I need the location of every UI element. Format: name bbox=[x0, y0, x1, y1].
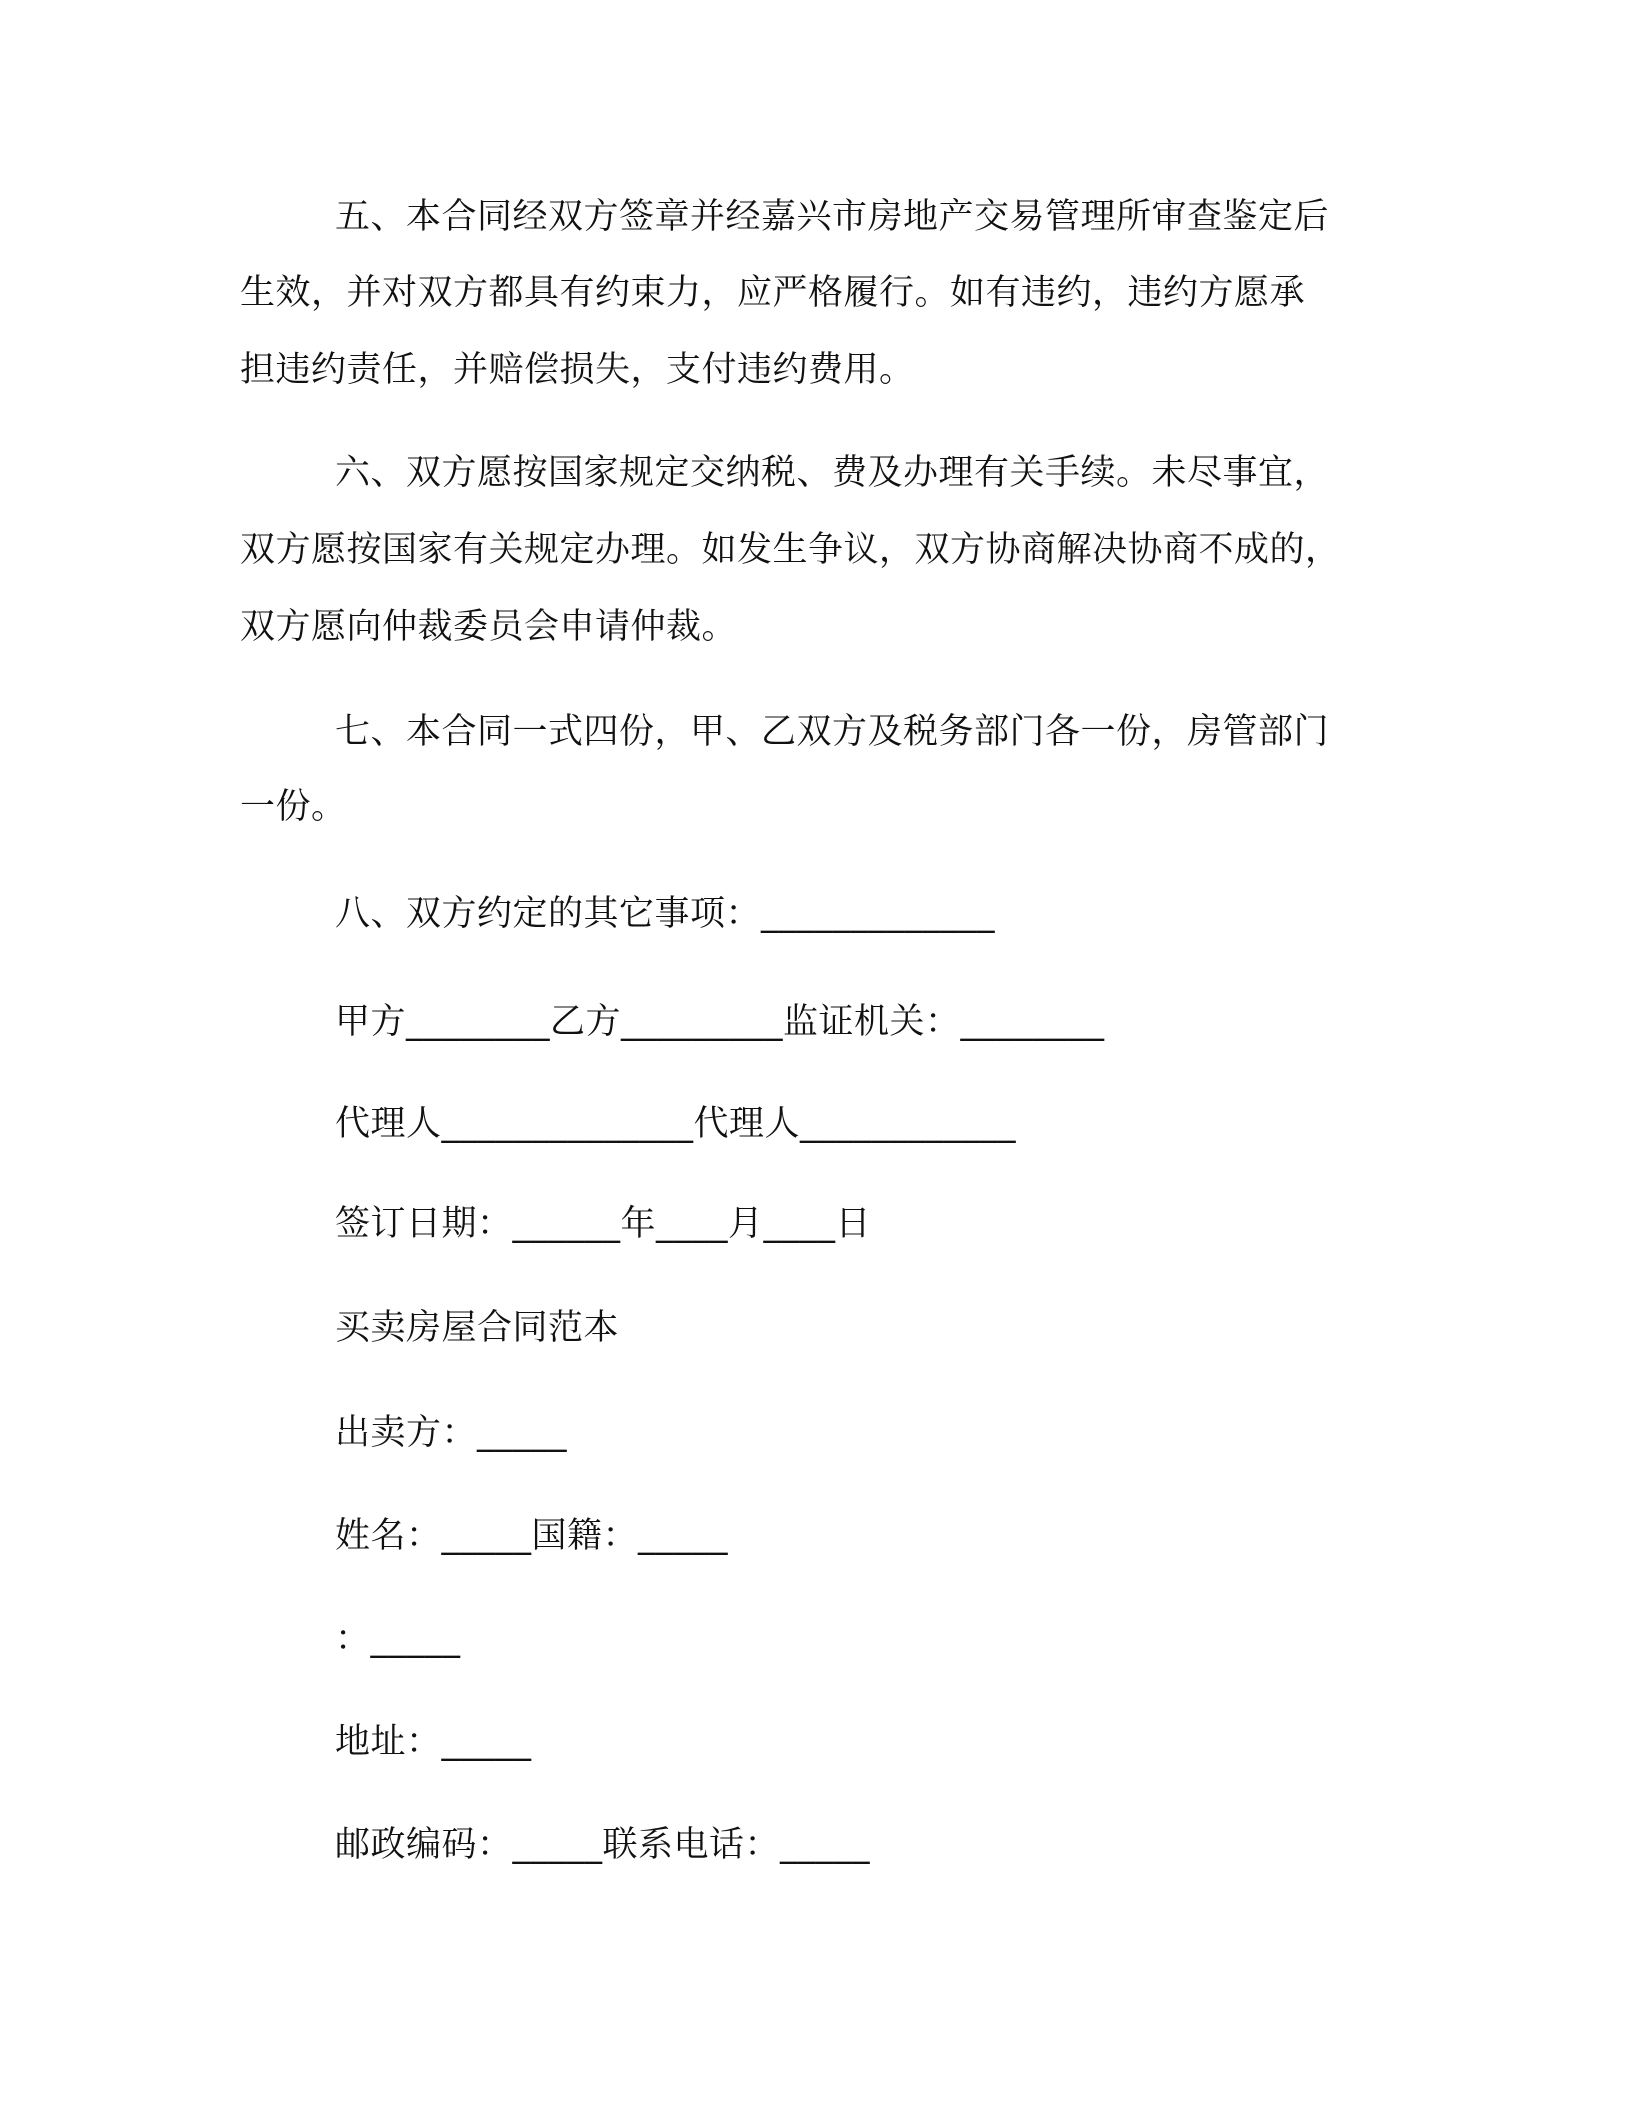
clause-5-line-3: 担违约责任，并赔偿损失，支付违约费用。 bbox=[240, 350, 915, 390]
clause-7-line-1: 七、本合同一式四份，甲、乙双方及税务部门各一份，房管部门 bbox=[335, 712, 1330, 752]
signature-parties: 甲方________乙方_________监证机关：________ bbox=[335, 1002, 1105, 1042]
template-title: 买卖房屋合同范本 bbox=[335, 1308, 620, 1348]
signing-date: 签订日期：______年____月____日 bbox=[335, 1204, 872, 1244]
clause-8: 八、双方约定的其它事项：_____________ bbox=[335, 894, 996, 934]
clause-7-line-2: 一份。 bbox=[240, 787, 347, 827]
seller-field: 出卖方：_____ bbox=[335, 1413, 568, 1453]
clause-6-line-2: 双方愿按国家有关规定办理。如发生争议，双方协商解决协商不成的， bbox=[240, 530, 1341, 570]
clause-6-line-3: 双方愿向仲裁委员会申请仲裁。 bbox=[240, 607, 738, 647]
clause-5-line-1: 五、本合同经双方签章并经嘉兴市房地产交易管理所审查鉴定后 bbox=[335, 197, 1330, 237]
clause-6-line-1: 六、双方愿按国家规定交纳税、费及办理有关手续。未尽事宜， bbox=[335, 453, 1330, 493]
name-nationality-field: 姓名：_____国籍：_____ bbox=[335, 1516, 729, 1556]
signature-agents: 代理人______________代理人____________ bbox=[335, 1104, 1017, 1144]
id-field: ：_____ bbox=[335, 1619, 461, 1659]
postal-phone-field: 邮政编码：_____联系电话：_____ bbox=[335, 1825, 871, 1865]
address-field: 地址：_____ bbox=[335, 1722, 532, 1762]
clause-5-line-2: 生效，并对双方都具有约束力，应严格履行。如有违约，违约方愿承 bbox=[240, 273, 1306, 313]
